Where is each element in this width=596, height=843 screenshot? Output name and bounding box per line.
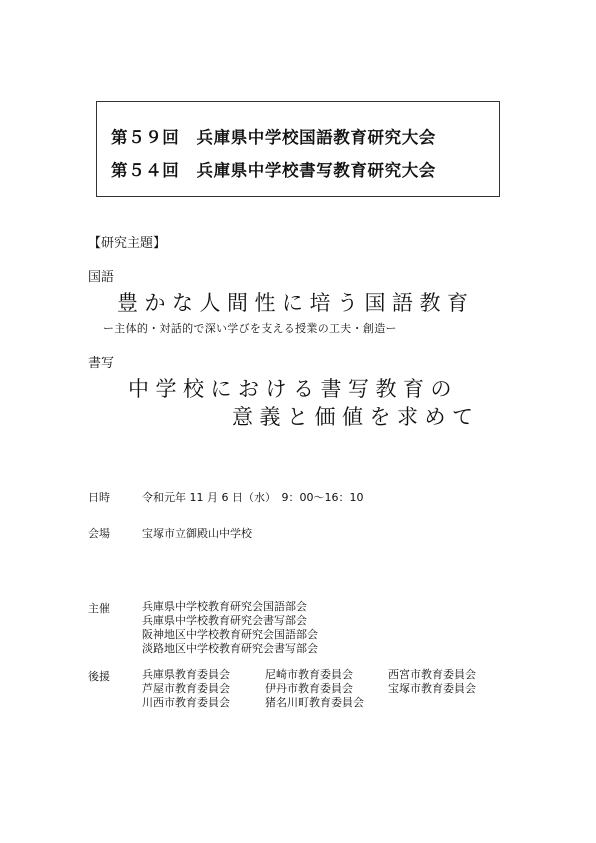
organizer-item: 兵庫県中学校教育研究会国語部会 xyxy=(142,600,307,613)
supporter-item: 川西市教育委員会 xyxy=(142,696,230,709)
shosha-theme-line2: 意義と価値を求めて xyxy=(232,405,480,429)
kokugo-theme-title: 豊かな人間性に培う国語教育 xyxy=(117,291,475,315)
supporter-item: 芦屋市教育委員会 xyxy=(142,682,230,695)
organizers-list xyxy=(142,600,318,656)
kokugo-theme-subtitle: ー主体的・対話的で深い学びを支える授業の工夫・創造ー xyxy=(103,322,397,335)
organizer-item: 阪神地区中学校教育研究会国語部会 xyxy=(142,628,318,641)
date-value: 令和元年 11 月 6 日（水） 9：00～16：10 xyxy=(142,491,364,504)
theme-heading: 【研究主題】 xyxy=(88,236,167,251)
title-box xyxy=(96,101,500,197)
supporter-item: 兵庫県教育委員会 xyxy=(142,668,230,681)
date-label: 日時 xyxy=(88,491,110,504)
organizer-item: 淡路地区中学校教育研究会書写部会 xyxy=(142,642,318,655)
supporters-list xyxy=(142,668,476,710)
supporter-item: 西宮市教育委員会 xyxy=(388,668,476,681)
kokugo-label: 国語 xyxy=(88,270,115,285)
supporter-item: 伊丹市教育委員会 xyxy=(265,682,353,695)
supporters-label: 後援 xyxy=(88,670,110,683)
shosha-label: 書写 xyxy=(88,356,115,371)
organizer-item: 兵庫県中学校教育研究会書写部会 xyxy=(142,614,307,627)
supporter-item: 宝塚市教育委員会 xyxy=(388,682,476,695)
organizers-label: 主催 xyxy=(88,602,110,615)
venue-label: 会場 xyxy=(88,527,110,540)
supporter-item: 尼崎市教育委員会 xyxy=(265,668,353,681)
shosha-theme-line1: 中学校における書写教育の xyxy=(128,377,458,401)
conference-title-kokugo: 第５９回 兵庫県中学校国語教育研究大会 xyxy=(111,128,436,147)
venue-value: 宝塚市立御殿山中学校 xyxy=(142,527,252,540)
supporter-item: 猪名川町教育委員会 xyxy=(265,696,364,709)
conference-title-shosha: 第５４回 兵庫県中学校書写教育研究大会 xyxy=(111,161,436,180)
